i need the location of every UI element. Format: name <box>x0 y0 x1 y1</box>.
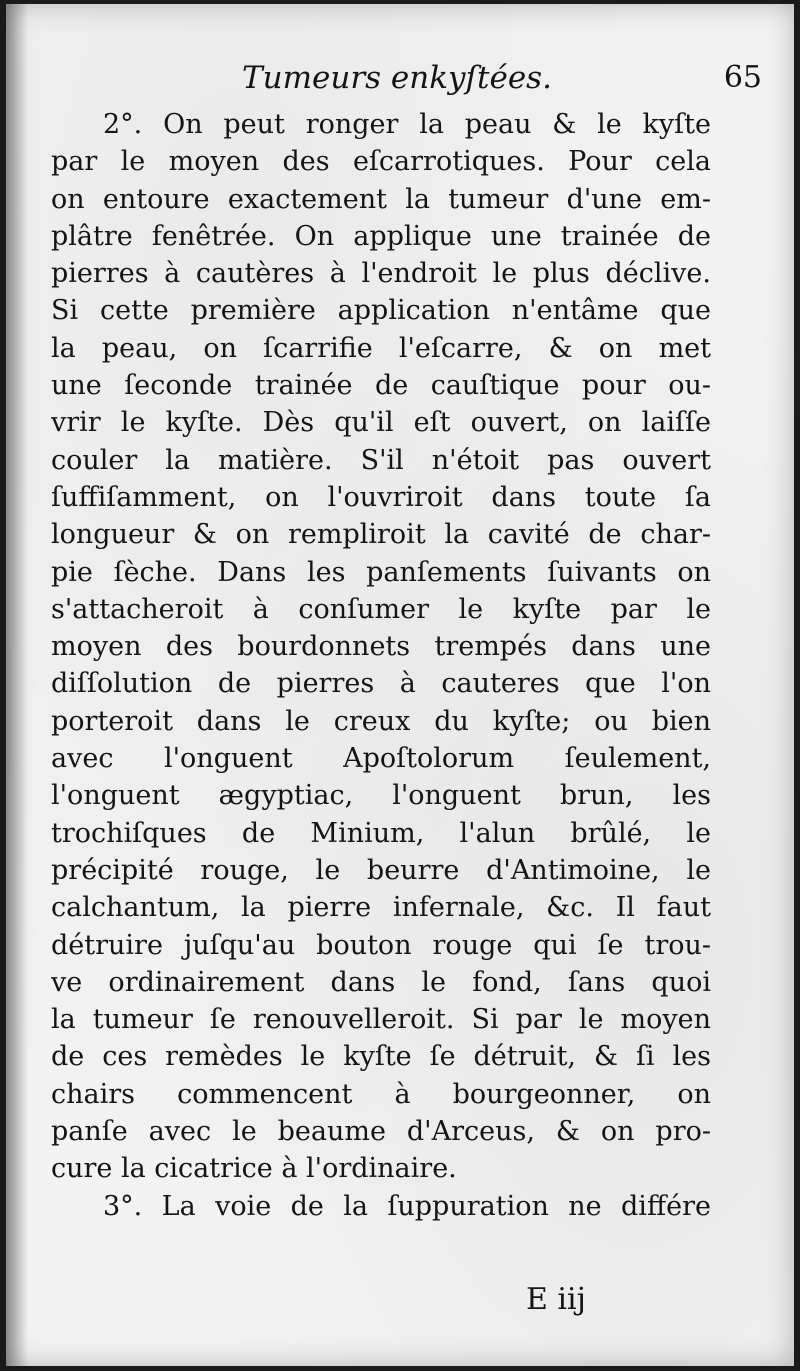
text-line: pierres à cautères à l'endroit le plus déclive. <box>51 258 711 290</box>
text-line: ſuffiſamment, on l'ouvriroit dans toute ſa <box>51 481 711 513</box>
text-line: la tumeur ſe renouvelleroit. Si par le moyen <box>51 1004 711 1036</box>
text-line: 3°. La voie de la ſuppuration ne différe <box>103 1190 711 1222</box>
text-line: une ſeconde trainée de cauſtique pour ou- <box>51 370 711 402</box>
text-line: calchantum, la pierre infernale, &c. Il faut <box>51 892 711 924</box>
text-line: couler la matière. S'il n'étoit pas ouvert <box>51 444 711 476</box>
running-title: Tumeurs enkyſtées. <box>242 60 552 96</box>
text-line: Si cette première application n'entâme que <box>51 295 711 327</box>
text-line: la peau, on ſcarrifie l'eſcarre, & on met <box>51 332 711 364</box>
text-line: précipité rouge, le beurre d'Antimoine, le <box>51 854 711 886</box>
text-line: longueur & on rempliroit la cavité de char- <box>51 519 711 551</box>
page-spine-shadow <box>6 4 28 1366</box>
text-line: on entoure exactement la tumeur d'une em- <box>51 183 711 215</box>
text-line: panſe avec le beaume d'Arceus, & on pro- <box>51 1116 711 1148</box>
text-line: 2°. On peut ronger la peau & le kyſte <box>103 109 711 140</box>
text-line: porteroit dans le creux du kyſte; ou bien <box>51 705 711 737</box>
book-page <box>6 4 794 1366</box>
text-line: ve ordinairement dans le fond, ſans quoi <box>51 966 711 998</box>
text-line: diſſolution de pierres à cauteres que l'on <box>51 668 711 700</box>
text-line: chairs commencent à bourgeonner, on <box>51 1078 711 1110</box>
body-text <box>51 106 711 1225</box>
text-line: cure la cicatrice à l'ordinaire. <box>51 1153 457 1185</box>
signature-mark: E iij <box>526 1282 586 1317</box>
text-line: avec l'onguent Apoſtolorum ſeulement, <box>51 743 711 775</box>
running-head <box>6 60 794 100</box>
page-number: 65 <box>723 60 762 95</box>
text-line: l'onguent ægyptiac, l'onguent brun, les <box>51 780 711 812</box>
text-line: vrir le kyſte. Dès qu'il eſt ouvert, on laiſſe <box>51 407 711 439</box>
text-line: moyen des bourdonnets trempés dans une <box>51 631 711 663</box>
text-line: trochiſques de Minium, l'alun brûlé, le <box>51 817 711 849</box>
text-line: pie ſèche. Dans les panſements ſuivants on <box>51 556 711 588</box>
text-line: plâtre fenêtrée. On applique une trainée de <box>51 220 711 252</box>
text-line: détruire juſqu'au bouton rouge qui ſe trou- <box>51 929 711 961</box>
text-line: s'attacheroit à conſumer le kyſte par le <box>51 593 711 625</box>
text-line: de ces remèdes le kyſte ſe détruit, & ſi les <box>51 1041 711 1073</box>
text-line: par le moyen des eſcarrotiques. Pour cela <box>51 146 711 178</box>
